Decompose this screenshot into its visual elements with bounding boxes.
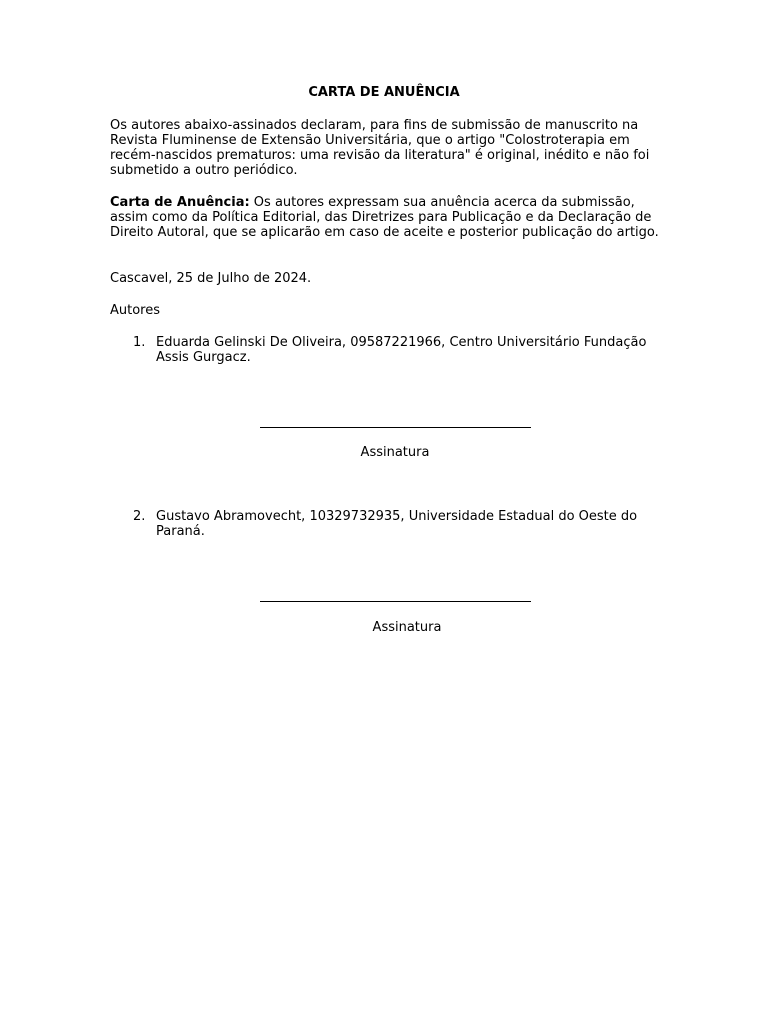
date-line: Cascavel, 25 de Julho de 2024. — [110, 271, 312, 286]
document-title: CARTA DE ANUÊNCIA — [308, 85, 460, 100]
declaration-paragraph: Os autores abaixo-assinados declaram, para fins de submissão de manuscrito na Revista Fluminense de Extensão Universitária, que o artigo "Colostroterapia em recém-nascidos prematuros: uma revisão da literatura" é original, inédito e não foi submetido a outro periódico. — [110, 118, 650, 178]
consent-text: Os autores expressam sua anuência acerca da submissão, assim como da Política Editorial, das Diretrizes para Publicação e da Declaração de Direito Autoral, que se aplicarão em caso de aceite e posterior publicação do artigo. — [110, 195, 659, 240]
signature-line — [260, 601, 531, 602]
author-details: Gustavo Abramovecht, 10329732935, Universidade Estadual do Oeste do Paraná. — [156, 509, 638, 539]
consent-paragraph — [110, 195, 662, 240]
signature-label: Assinatura — [360, 445, 430, 460]
signature-line — [260, 427, 531, 428]
author-number: 2. — [133, 509, 146, 524]
signature-label: Assinatura — [372, 620, 442, 635]
consent-label: Carta de Anuência: — [110, 195, 250, 210]
authors-heading: Autores — [110, 303, 161, 318]
author-number: 1. — [133, 335, 146, 350]
author-details: Eduarda Gelinski De Oliveira, 09587221966, Centro Universitário Fundação Assis Gurgacz. — [156, 335, 647, 365]
